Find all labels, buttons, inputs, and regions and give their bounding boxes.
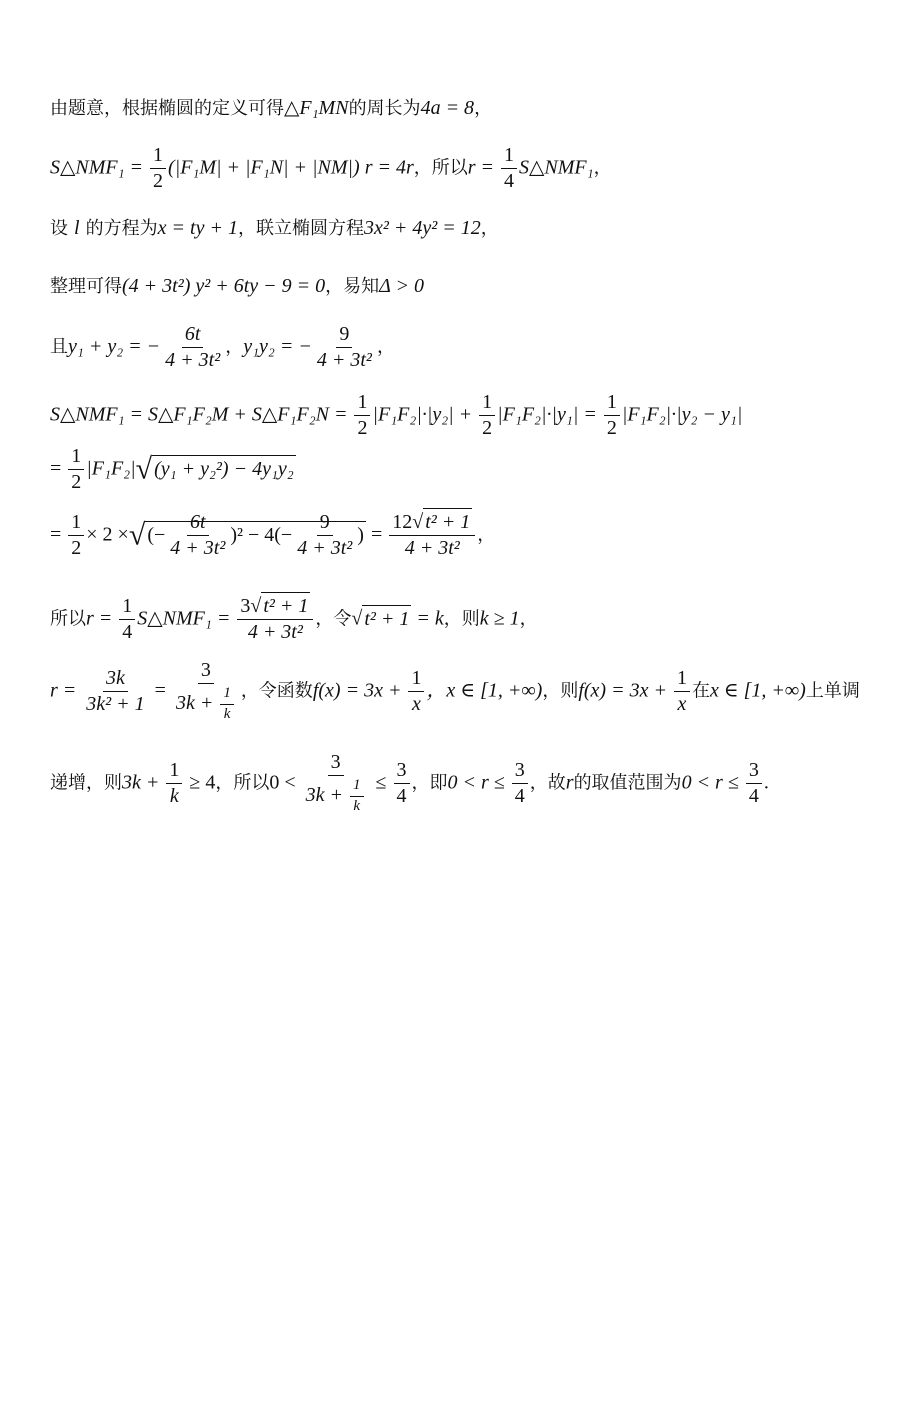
fraction (512, 760, 528, 807)
den-part: 3k + (305, 783, 349, 806)
line-1 (50, 98, 492, 118)
text: 设 (50, 218, 68, 239)
fraction (746, 760, 762, 807)
line-6 (50, 392, 742, 439)
fraction (389, 512, 475, 559)
math: r = (467, 156, 500, 179)
sqrt-sign: √ (128, 518, 146, 552)
text: ，则 (542, 680, 579, 702)
text: ，令 (315, 608, 352, 630)
math: = (149, 679, 171, 702)
math: 0 < r ≤ (447, 771, 510, 794)
math: x = ty + 1 (157, 217, 238, 239)
text: 的周长为 (348, 98, 421, 119)
line-10 (50, 660, 860, 723)
math: (|F₁M| + |F₁N| + |NM|) r = 4r (168, 156, 414, 179)
math: 0 < (269, 771, 301, 794)
text: ，令函数 (240, 680, 313, 702)
line-9 (50, 596, 538, 643)
math: ) (357, 523, 364, 546)
fraction (604, 392, 620, 439)
math: r = (86, 607, 118, 630)
numerator: 1 (350, 778, 364, 797)
text: ，即 (411, 772, 448, 794)
denominator: 4 (748, 784, 759, 807)
numerator: 1 (674, 668, 690, 692)
denominator (303, 776, 369, 815)
denominator: x (677, 692, 687, 715)
fraction (354, 392, 370, 439)
numerator: 1 (68, 512, 84, 536)
text: ， (474, 98, 493, 119)
math: × 2 × (86, 523, 129, 546)
math: r (565, 771, 574, 794)
text: ，易知 (325, 276, 380, 297)
numerator: 1 (150, 145, 166, 169)
text: ， (593, 157, 612, 179)
fraction (166, 760, 182, 807)
math: |F₁F₂| (86, 457, 136, 480)
fraction (350, 778, 364, 815)
fraction (303, 752, 369, 815)
sqrt-body: t² + 1 (362, 605, 411, 630)
fraction (167, 512, 228, 559)
fraction (674, 668, 690, 715)
line-2 (50, 145, 612, 192)
math: (− (147, 523, 166, 546)
math: ≥ 4 (184, 771, 216, 794)
denominator (173, 684, 239, 723)
fraction (83, 668, 147, 715)
numerator: 3√ t² + 1 (237, 596, 313, 620)
math: |F₁F₂|·|y₂| + (372, 403, 478, 426)
text: ，故 (529, 772, 566, 794)
text: 上单调 (805, 680, 860, 702)
line-7 (50, 446, 296, 493)
numerator: 1 (408, 668, 424, 692)
fraction (294, 512, 355, 559)
math: S△NMF₁ = (137, 607, 236, 630)
numerator: 3 (328, 752, 344, 776)
math: ，x ∈ [1, +∞) (426, 679, 543, 702)
numerator: 1 (604, 392, 620, 416)
math: )² − 4(− (230, 523, 293, 546)
numerator: 1 (220, 686, 234, 705)
fraction (220, 686, 234, 723)
denominator: 2 (606, 417, 617, 439)
fraction (150, 145, 166, 192)
math: f(x) = 3x + (578, 679, 672, 702)
sqrt-sign: √ (351, 607, 363, 630)
math: r = (50, 679, 82, 702)
numerator: 3k (103, 668, 128, 692)
numerator: 3 (198, 660, 214, 684)
denominator: 4 (396, 784, 407, 807)
numerator: 9 (317, 512, 333, 536)
math: |F₁F₂|·|y₁| = (497, 403, 602, 426)
line-8 (50, 512, 495, 559)
fraction (119, 596, 135, 643)
fraction (394, 760, 410, 807)
denominator: 4 (504, 170, 515, 192)
math: = (365, 523, 388, 546)
math: Δ > 0 (379, 275, 425, 297)
fraction (237, 596, 313, 643)
numerator: 1 (68, 446, 84, 470)
numerator: 3 (746, 760, 762, 784)
numerator: 1 (166, 760, 182, 784)
sqrt-body: (y₁ + y₂²) − 4y₁y₂ (152, 455, 296, 480)
math: = (50, 523, 67, 546)
denominator: 2 (71, 537, 82, 559)
math: 3x² + 4y² = 12 (363, 217, 481, 239)
sqrt-body (145, 511, 366, 559)
line-4 (50, 276, 424, 296)
denominator: 4 (514, 784, 525, 807)
denominator: k (223, 705, 231, 722)
coef: 12 (392, 511, 413, 533)
denominator: 4 + 3t² (316, 349, 372, 371)
math: 3k + (122, 771, 165, 794)
sqrt-body: t² + 1 (423, 508, 472, 533)
denominator: k (353, 797, 361, 814)
math: 4a = 8 (420, 97, 475, 119)
math: f(x) = 3x + (312, 679, 407, 702)
text: 由题意，根据椭圆的定义可得 (50, 98, 284, 119)
denominator: 4 + 3t² (247, 621, 303, 643)
math: y₁ + y₂ = − (68, 335, 161, 358)
fraction (408, 668, 424, 715)
denominator: 4 + 3t² (165, 349, 221, 371)
line-3 (50, 218, 499, 238)
math: x ∈ [1, +∞) (709, 679, 806, 702)
fraction (314, 324, 375, 371)
text: ，所以 (413, 157, 468, 179)
text: ，则 (443, 608, 480, 630)
numerator: 9 (336, 324, 352, 348)
math: S△NMF₁ = (50, 156, 149, 179)
fraction (68, 446, 84, 493)
fraction (68, 512, 84, 559)
math: (4 + 3t²) y² + 6ty − 9 = 0 (122, 275, 326, 297)
math: y₁y₂ = − (243, 335, 312, 358)
text: 的方程为 (85, 218, 158, 239)
text: ， (480, 218, 499, 239)
denominator: x (411, 692, 421, 715)
fraction (162, 324, 223, 371)
sqrt-sign: √ (135, 452, 153, 486)
text: ， (225, 336, 244, 358)
fraction (501, 145, 517, 192)
fraction (173, 660, 239, 723)
text: ，联立椭圆方程 (237, 218, 364, 239)
math: △F₁MN (284, 97, 349, 119)
math: l (74, 217, 80, 239)
line-5 (50, 324, 395, 371)
text: ， (519, 608, 538, 630)
denominator: 2 (357, 417, 368, 439)
math: S△NMF₁ = S△F₁F₂M + S△F₁F₂N = (50, 403, 353, 426)
math: 0 < r ≤ (681, 771, 744, 794)
denominator: 2 (482, 417, 493, 439)
denominator: 4 + 3t² (170, 537, 226, 559)
text: 递增，则 (50, 772, 122, 794)
text: ， (376, 336, 395, 358)
text: 且 (50, 336, 68, 358)
line-11 (50, 752, 769, 815)
text: ， (477, 524, 496, 546)
math: |F₁F₂|·|y₂ − y₁| (621, 403, 743, 426)
numerator: 3 (394, 760, 410, 784)
denominator: 4 (122, 621, 133, 643)
text: ，所以 (215, 772, 270, 794)
math: ≤ (370, 771, 392, 794)
text: 在 (691, 680, 710, 702)
math: S△NMF₁ (519, 156, 594, 179)
sqrt-body: t² + 1 (261, 592, 310, 617)
text: 的取值范围为 (573, 772, 682, 794)
numerator: 1 (479, 392, 495, 416)
text: 整理可得 (50, 276, 122, 297)
numerator: 3 (512, 760, 528, 784)
denominator: 4 + 3t² (297, 537, 353, 559)
denominator: 3k² + 1 (86, 692, 145, 715)
denominator: 2 (71, 471, 82, 493)
coef: 3 (240, 595, 251, 617)
numerator: 12√ t² + 1 (389, 512, 475, 536)
fraction (479, 392, 495, 439)
numerator: 1 (119, 596, 135, 620)
math: = (50, 457, 67, 480)
math: k ≥ 1 (479, 607, 520, 630)
numerator: 1 (501, 145, 517, 169)
numerator: 1 (354, 392, 370, 416)
denominator: 2 (153, 170, 164, 192)
numerator: 6t (187, 512, 209, 536)
numerator: 6t (182, 324, 204, 348)
denominator: k (169, 784, 179, 807)
text: 所以 (50, 608, 86, 630)
math: = k (411, 607, 444, 630)
den-part: 3k + (175, 691, 219, 714)
denominator: 4 + 3t² (404, 537, 460, 559)
math: . (763, 771, 769, 794)
